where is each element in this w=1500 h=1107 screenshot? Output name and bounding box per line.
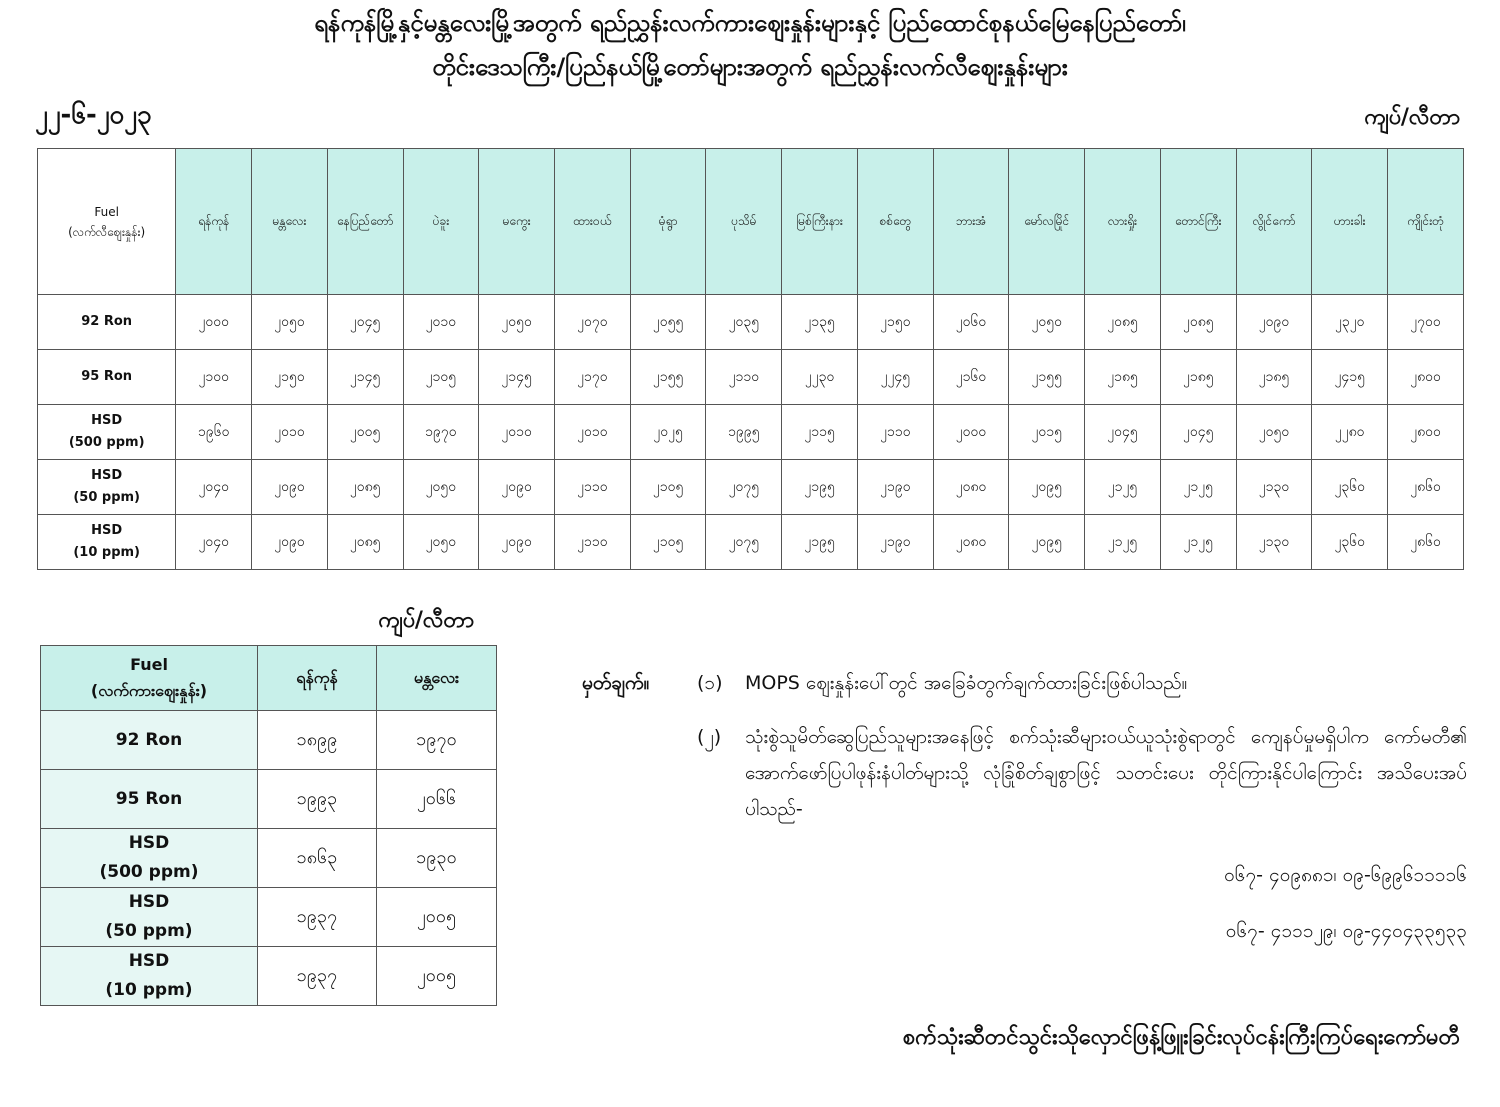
fuel-type-label xyxy=(38,295,176,350)
price-cell: ၂၀၁၀ xyxy=(403,295,479,350)
fuel-type-label xyxy=(41,770,258,829)
fuel-type-label-line: HSD xyxy=(128,833,170,853)
wholesale-header-row xyxy=(41,646,497,711)
price-cell: ၂၀၈၅ xyxy=(1160,295,1236,350)
price-cell: ၂၁၉၅ xyxy=(782,460,858,515)
price-cell: ၂၀၃၅ xyxy=(706,295,782,350)
price-cell: ၂၁၃၀ xyxy=(1236,460,1312,515)
price-cell: ၂၃၂၀ xyxy=(1312,295,1388,350)
table-row xyxy=(41,888,497,947)
note-item-1 xyxy=(697,665,1467,701)
price-cell: ၂၈၆၀ xyxy=(1388,515,1464,570)
city-header: လွိုင်ကော် xyxy=(1236,149,1312,295)
table-row xyxy=(38,460,1464,515)
fuel-type-label-line: 95 Ron xyxy=(115,788,183,809)
price-cell: ၂၂၃၀ xyxy=(782,350,858,405)
fuel-type-label-line: HSD xyxy=(91,468,123,483)
price-cell: ၂၀၈၅ xyxy=(327,515,403,570)
price-cell: ၂၀၄၅ xyxy=(1160,405,1236,460)
date: ၂၂-၆-၂၀၂၃ xyxy=(35,100,152,130)
city-header: ထားဝယ် xyxy=(555,149,631,295)
fuel-type-label-line: HSD xyxy=(128,951,170,971)
price-cell: ၂၄၁၅ xyxy=(1312,350,1388,405)
price-cell: ၂၈၀၀ xyxy=(1388,350,1464,405)
title-line-1: ရန်ကုန်မြို့နှင့်မန္တလေးမြို့အတွက် ရည်ညွှန်းလက်ကားဈေးနှုန်းများနှင့် ပြည်ထောင်စုနယ်မြေနေပြည်တော်၊ xyxy=(314,9,1186,37)
city-header: ပုသိမ် xyxy=(706,149,782,295)
price-cell: ၁၉၃၀ xyxy=(377,829,497,888)
price-cell: ၂၀၀၀ xyxy=(176,295,252,350)
city-header: မြစ်ကြီးနား xyxy=(782,149,858,295)
price-cell: ၂၁၇၀ xyxy=(555,350,631,405)
price-cell: ၂၀၄၅ xyxy=(327,295,403,350)
price-cell: ၂၀၉၀ xyxy=(1236,295,1312,350)
notes-heading: မှတ်ချက်။ xyxy=(582,672,650,694)
fuel-type-label xyxy=(38,350,176,405)
retail-fuel-header-line-1: Fuel xyxy=(94,204,119,219)
fuel-type-label xyxy=(41,947,258,1006)
fuel-type-label-line: (10 ppm) xyxy=(73,545,140,560)
price-cell: ၂၀၅၀ xyxy=(252,295,328,350)
price-cell: ၁၉၇၀ xyxy=(377,711,497,770)
table-row xyxy=(38,515,1464,570)
fuel-type-label-line: HSD xyxy=(91,413,123,428)
retail-fuel-header-line-2: (လက်လီဈေးနှုန်း) xyxy=(68,224,146,239)
price-cell: ၂၁၁၀ xyxy=(857,405,933,460)
price-cell: ၁၉၉၃ xyxy=(258,770,377,829)
city-header: မန္တလေး xyxy=(377,646,497,711)
city-header: ပဲခူး xyxy=(403,149,479,295)
phone-numbers-2: ၀၆၇- ၄၁၁၁၂၉၊ ၀၉-၄၄၀၄၃၃၅၃၃ xyxy=(1225,920,1467,942)
table-row xyxy=(41,947,497,1006)
wholesale-fuel-header xyxy=(41,646,258,711)
price-cell: ၂၁၉၀ xyxy=(857,515,933,570)
price-cell: ၂၀၁၀ xyxy=(479,405,555,460)
price-cell: ၂၀၄၀ xyxy=(176,515,252,570)
city-header: ဘားအံ xyxy=(933,149,1009,295)
retail-price-table xyxy=(37,148,1464,570)
price-cell: ၂၁၆၀ xyxy=(933,350,1009,405)
price-cell: ၂၁၁၅ xyxy=(782,405,858,460)
price-cell: ၂၀၀၀ xyxy=(933,405,1009,460)
city-header: နေပြည်တော် xyxy=(327,149,403,295)
price-cell: ၂၀၈၅ xyxy=(327,460,403,515)
fuel-type-label xyxy=(38,460,176,515)
fuel-type-label-line: (10 ppm) xyxy=(105,980,193,1000)
price-cell: ၂၃၆၀ xyxy=(1312,515,1388,570)
price-cell: ၂၁၁၀ xyxy=(555,460,631,515)
city-header: ရန်ကုန် xyxy=(258,646,377,711)
price-cell: ၂၂၄၅ xyxy=(857,350,933,405)
price-cell: ၂၀၈၀ xyxy=(933,460,1009,515)
price-cell: ၂၁၅၅ xyxy=(1009,350,1085,405)
retail-fuel-header xyxy=(38,149,176,295)
price-cell: ၂၀၅၀ xyxy=(1009,295,1085,350)
price-cell: ၂၁၀၅ xyxy=(403,350,479,405)
unit-label-retail: ကျပ်/လီတာ xyxy=(1364,105,1460,130)
table-row xyxy=(41,829,497,888)
price-cell: ၂၀၁၅ xyxy=(1009,405,1085,460)
phone-numbers-1: ၀၆၇- ၄၀၉၈၈၁၊ ၀၉-၆၉၉၆၁၁၁၁၆ xyxy=(1224,864,1467,886)
city-header: ဟားခါး xyxy=(1312,149,1388,295)
price-cell: ၂၁၃၅ xyxy=(782,295,858,350)
wholesale-price-table xyxy=(40,645,497,1006)
price-cell: ၂၀၅၀ xyxy=(479,295,555,350)
fuel-type-label-line: 92 Ron xyxy=(81,314,133,329)
price-cell: ၁၉၃၇ xyxy=(258,888,377,947)
city-header: ကျိုင်းတုံ xyxy=(1388,149,1464,295)
fuel-type-label-line: (500 ppm) xyxy=(68,435,145,450)
price-cell: ၂၀၉၀ xyxy=(252,460,328,515)
city-header: ရန်ကုန် xyxy=(176,149,252,295)
price-cell: ၁၉၃၇ xyxy=(258,947,377,1006)
price-cell: ၁၉၆၀ xyxy=(176,405,252,460)
price-cell: ၂၃၆၀ xyxy=(1312,460,1388,515)
price-cell: ၂၁၄၅ xyxy=(479,350,555,405)
price-cell: ၂၀၉၀ xyxy=(479,460,555,515)
price-cell: ၁၈၉၉ xyxy=(258,711,377,770)
price-cell: ၂၀၅၀ xyxy=(403,460,479,515)
price-cell: ၂၁၂၅ xyxy=(1160,515,1236,570)
price-cell: ၂၁၈၅ xyxy=(1085,350,1161,405)
price-cell: ၁၉၉၅ xyxy=(706,405,782,460)
price-cell: ၂၁၂၅ xyxy=(1085,515,1161,570)
price-cell: ၂၁၈၅ xyxy=(1236,350,1312,405)
note-number: (၂) xyxy=(697,726,722,748)
title-line-2: တိုင်းဒေသကြီး/ပြည်နယ်မြို့တော်များအတွက် ရည်ညွှန်းလက်လီဈေးနှုန်းများ xyxy=(432,53,1068,81)
price-cell: ၂၀၅၀ xyxy=(1236,405,1312,460)
retail-header-row xyxy=(38,149,1464,295)
price-cell: ၂၀၀၅ xyxy=(327,405,403,460)
price-cell: ၂၀၆၀ xyxy=(933,295,1009,350)
price-cell: ၁၈၆၃ xyxy=(258,829,377,888)
price-cell: ၂၀၈၅ xyxy=(1085,295,1161,350)
price-cell: ၂၁၃၀ xyxy=(1236,515,1312,570)
price-cell: ၂၀၅၅ xyxy=(630,295,706,350)
price-cell: ၂၀၄၀ xyxy=(176,460,252,515)
fuel-type-label xyxy=(41,711,258,770)
price-cell: ၂၀၅၀ xyxy=(403,515,479,570)
price-cell: ၂၀၁၀ xyxy=(252,405,328,460)
city-header: မန္တလေး xyxy=(252,149,328,295)
note-number: (၁) xyxy=(697,672,723,694)
note-text: သုံးစွဲသူမိတ်ဆွေပြည်သူများအနေဖြင့် စက်သုံးဆီများဝယ်ယူသုံးစွဲရာတွင် ကျေနပ်မှုမရှိပါက ကော်မတီ၏ အောက်ဖော်ပြပါဖုန်းနံပါတ်များသို့ လုံခြုံစိတ်ချစွာဖြင့် သတင်းပေး တိုင်ကြားနိုင်ပါကြောင်း အသိပေးအပ်ပါသည်- xyxy=(745,726,1467,820)
note-text: MOPS ဈေးနှုန်းပေါ်တွင် အခြေခံတွက်ချက်ထားခြင်းဖြစ်ပါသည်။ xyxy=(745,672,1188,694)
fuel-type-label xyxy=(38,405,176,460)
table-row xyxy=(38,350,1464,405)
price-cell: ၂၀၉၅ xyxy=(1009,460,1085,515)
fuel-type-label-line: (50 ppm) xyxy=(73,490,140,505)
wholesale-fuel-header-line-2: (လက်ကားဈေးနှုန်း) xyxy=(90,681,208,700)
price-cell: ၂၀၈၀ xyxy=(933,515,1009,570)
price-cell: ၂၈၀၀ xyxy=(1388,405,1464,460)
price-cell: ၂၀၆၆ xyxy=(377,770,497,829)
fuel-type-label-line: (500 ppm) xyxy=(99,862,199,882)
city-header: လားရှိုး xyxy=(1085,149,1161,295)
committee-signature: စက်သုံးဆီတင်သွင်းသိုလှောင်ဖြန့်ဖြူးခြင်းလုပ်ငန်းကြီးကြပ်ရေးကော်မတီ xyxy=(902,1025,1460,1050)
fuel-type-label-line: HSD xyxy=(91,523,123,538)
price-cell: ၂၀၉၀ xyxy=(479,515,555,570)
price-cell: ၂၁၅၀ xyxy=(857,295,933,350)
price-cell: ၂၁၅၅ xyxy=(630,350,706,405)
table-row xyxy=(41,711,497,770)
price-cell: ၂၁၄၅ xyxy=(327,350,403,405)
price-cell: ၂၇၀၀ xyxy=(1388,295,1464,350)
price-cell: ၂၈၆၀ xyxy=(1388,460,1464,515)
price-cell: ၂၁၂၅ xyxy=(1160,460,1236,515)
price-cell: ၂၀၇၀ xyxy=(555,295,631,350)
city-header: စစ်တွေ xyxy=(857,149,933,295)
price-cell: ၂၀၇၅ xyxy=(706,515,782,570)
city-header: မော်လမြိုင် xyxy=(1009,149,1085,295)
table-row xyxy=(41,770,497,829)
note-item-2 xyxy=(697,719,1467,827)
fuel-type-label-line: 92 Ron xyxy=(115,729,183,750)
fuel-type-label xyxy=(41,888,258,947)
price-cell: ၂၀၉၅ xyxy=(1009,515,1085,570)
price-cell: ၂၀၀၅ xyxy=(377,888,497,947)
table-row xyxy=(38,405,1464,460)
unit-label-wholesale: ကျပ်/လီတာ xyxy=(378,608,474,633)
price-cell: ၂၁၅၀ xyxy=(252,350,328,405)
fuel-type-label-line: HSD xyxy=(128,892,170,912)
price-cell: ၁၉၇၀ xyxy=(403,405,479,460)
price-cell: ၂၀၉၀ xyxy=(252,515,328,570)
price-cell: ၂၁၀၀ xyxy=(176,350,252,405)
price-cell: ၂၀၁၀ xyxy=(555,405,631,460)
price-cell: ၂၁၉၀ xyxy=(857,460,933,515)
wholesale-fuel-header-line-1: Fuel xyxy=(130,655,168,674)
city-header: တောင်ကြီး xyxy=(1160,149,1236,295)
city-header: မုံရွာ xyxy=(630,149,706,295)
price-cell: ၂၁၈၅ xyxy=(1160,350,1236,405)
price-cell: ၂၁၀၅ xyxy=(630,460,706,515)
price-cell: ၂၁၉၅ xyxy=(782,515,858,570)
city-header: မကွေး xyxy=(479,149,555,295)
price-cell: ၂၁၁၀ xyxy=(706,350,782,405)
price-cell: ၂၁၂၅ xyxy=(1085,460,1161,515)
price-cell: ၂၀၂၅ xyxy=(630,405,706,460)
table-row xyxy=(38,295,1464,350)
fuel-type-label-line: 95 Ron xyxy=(81,369,133,384)
fuel-type-label xyxy=(41,829,258,888)
price-cell: ၂၀၇၅ xyxy=(706,460,782,515)
price-cell: ၂၀၄၅ xyxy=(1085,405,1161,460)
fuel-type-label xyxy=(38,515,176,570)
price-cell: ၂၂၈၀ xyxy=(1312,405,1388,460)
price-cell: ၂၁၀၅ xyxy=(630,515,706,570)
fuel-type-label-line: (50 ppm) xyxy=(105,921,193,941)
price-cell: ၂၀၀၅ xyxy=(377,947,497,1006)
price-cell: ၂၁၁၀ xyxy=(555,515,631,570)
